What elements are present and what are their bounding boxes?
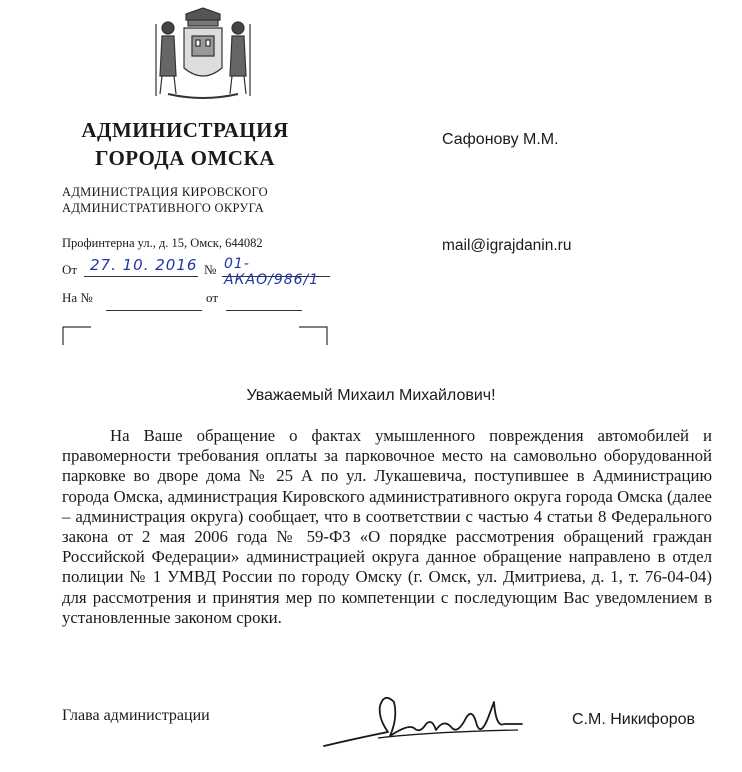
reply-number-field xyxy=(106,292,202,311)
number-field xyxy=(222,256,330,288)
signer-name: С.М. Никифоров xyxy=(572,711,696,728)
handwritten-signature xyxy=(318,688,528,758)
reply-label: На № xyxy=(62,290,93,305)
org-subtitle-line1: АДМИНИСТРАЦИЯ КИРОВСКОГО xyxy=(62,185,268,199)
reply-date-field xyxy=(226,292,302,311)
number-value: 01-АКАО/986/1 xyxy=(224,256,320,288)
recipient-email: mail@igrajdanin.ru xyxy=(442,237,572,254)
letter-salutation: Уважаемый Михаил Михайлович! xyxy=(246,387,496,404)
date-value: 27. 10. 2016 xyxy=(90,256,198,274)
signer-position: Глава администрации xyxy=(62,707,210,724)
org-address: Профинтерна ул., д. 15, Омск, 644082 xyxy=(62,236,263,250)
recipient-name: Сафонову М.М. xyxy=(442,131,559,148)
letter-body: На Ваше обращение о фактах умышленного повреждения автомобилей и правомерности требования оплаты за парковочное место на самовольно оборудованной парковке во дворе дома № 25 А по ул. Лукашевича, поступившее в Администрацию города Омска, администрация Кировского административного округа города Омска (далее – администрация округа) сообщает, что в соответствии с частью 4 статьи 8 Федерального закона от 2 мая 2006 года № 59-ФЗ «О порядке рассмотрения обращений граждан Российской Федерации» администрацией округа данное обращение направлено в отдел полиции № 1 УМВД России по городу Омску (г. Омск, ул. Дмитриева, д. 1, т. 76-04-04) для рассмотрения и принятия мер по компетенции с последующим Вас уведомлением в установленные законом сроки. xyxy=(62,426,712,627)
reply-from-label: от xyxy=(206,290,219,305)
from-label: От xyxy=(62,262,78,277)
coat-of-arms-emblem xyxy=(148,6,258,102)
date-field xyxy=(84,258,198,277)
org-subtitle-line2: АДМИНИСТРАТИВНОГО ОКРУГА xyxy=(62,201,265,215)
org-title-line1: АДМИНИСТРАЦИЯ xyxy=(81,118,289,142)
address-corner-mark-right xyxy=(298,326,328,346)
address-corner-mark-left xyxy=(62,326,92,346)
number-label: № xyxy=(204,262,217,277)
org-title-line2: ГОРОДА ОМСКА xyxy=(95,146,275,170)
